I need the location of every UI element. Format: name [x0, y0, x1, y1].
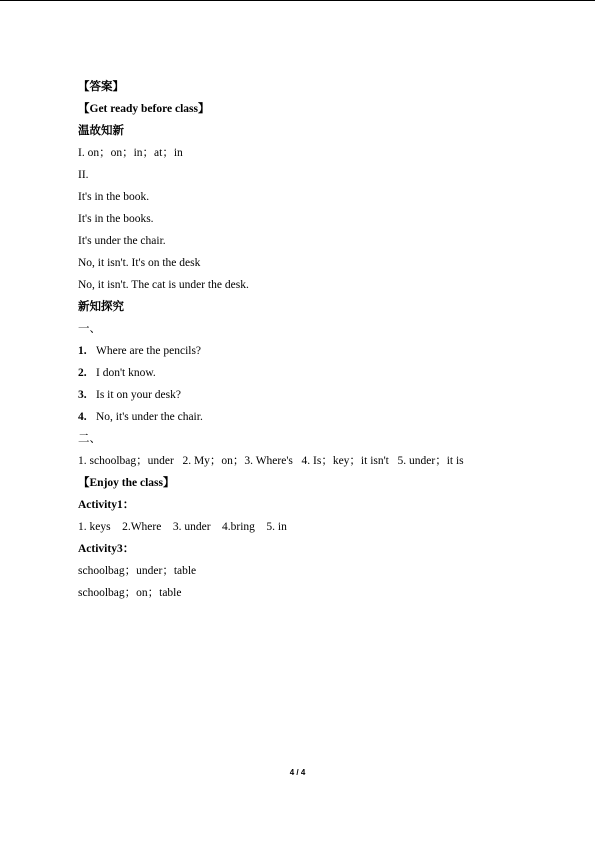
numbered-item	[78, 340, 538, 362]
part-ii-line: No, it isn't. The cat is under the desk.	[78, 279, 249, 291]
part-two-answers: 1. schoolbag；under 2. My；on；3. Where's 4. Is；key；it isn't 5. under；it is	[78, 455, 464, 467]
activity1-answers: 1. keys 2.Where 3. under 4.bring 5. in	[78, 521, 287, 533]
numbered-item	[78, 362, 538, 384]
section-heading-get-ready: 【Get ready before class】	[78, 103, 210, 115]
item-text: No, it's under the chair.	[96, 411, 203, 423]
part-ii-label: II.	[78, 169, 89, 181]
page-number: 4 / 4	[289, 768, 306, 777]
activity3-label: Activity3：	[78, 543, 135, 555]
answer-heading: 【答案】	[78, 81, 124, 93]
part-ii-line: It's under the chair.	[78, 235, 166, 247]
section-heading-enjoy-class: 【Enjoy the class】	[78, 477, 175, 489]
item-text: Where are the pencils?	[96, 345, 202, 357]
activity3-line: schoolbag；on；table	[78, 587, 182, 599]
item-number: 2.	[78, 367, 87, 379]
part-ii-line: It's in the book.	[78, 191, 150, 203]
part-ii-line: No, it isn't. It's on the desk	[78, 257, 201, 269]
item-number: 3.	[78, 389, 87, 401]
part-ii-line: It's in the books.	[78, 213, 154, 225]
part-i-answers: I. on；on；in；at；in	[78, 147, 183, 159]
review-heading: 温故知新	[78, 125, 124, 137]
numbered-item	[78, 406, 538, 428]
item-number: 1.	[78, 345, 87, 357]
top-rule	[0, 0, 595, 1]
document-body	[78, 76, 538, 604]
item-text: I don't know.	[96, 367, 156, 379]
item-number: 4.	[78, 411, 87, 423]
item-text: Is it on your desk?	[96, 389, 181, 401]
part-one-label: 一、	[78, 323, 101, 335]
numbered-item	[78, 384, 538, 406]
explore-heading: 新知探究	[78, 301, 124, 313]
activity3-line: schoolbag；under；table	[78, 565, 197, 577]
part-two-label: 二、	[78, 433, 101, 445]
activity1-label: Activity1：	[78, 499, 135, 511]
